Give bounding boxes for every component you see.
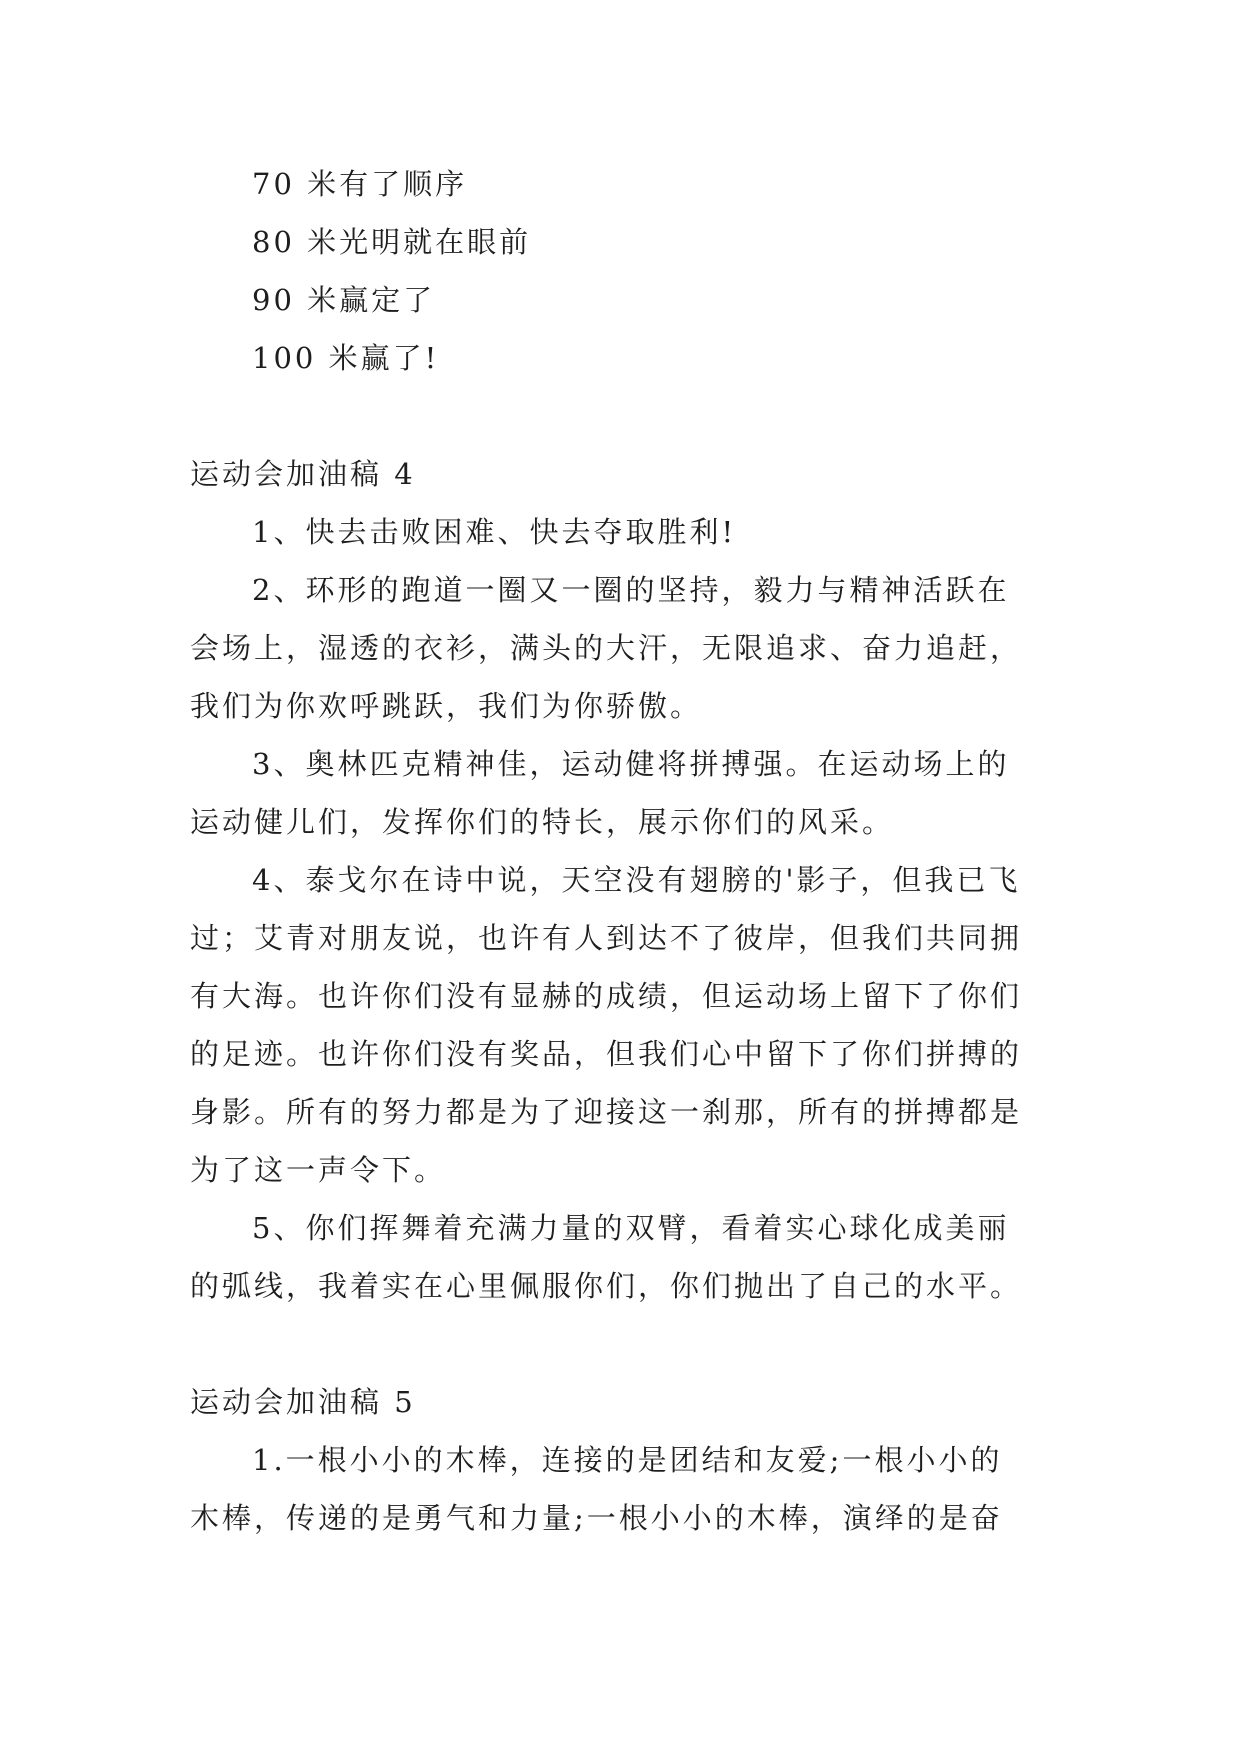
section-4-line: 的足迹。也许你们没有奖品，但我们心中留下了你们拼搏的 [190,1037,1023,1071]
section-4-line: 有大海。也许你们没有显赫的成绩，但运动场上留下了你们 [190,979,1023,1013]
intro-line-100m: 100 米赢了! [252,341,440,375]
intro-line-90m: 90 米赢定了 [252,283,436,317]
section-4-line: 2、环形的跑道一圈又一圈的坚持，毅力与精神活跃在 [252,573,1010,607]
section-4-line: 5、你们挥舞着充满力量的双臂，看着实心球化成美丽 [252,1211,1010,1245]
section-4-line: 为了这一声令下。 [190,1153,447,1187]
intro-line-70m: 70 米有了顺序 [252,167,468,201]
section-4-line: 运动健儿们，发挥你们的特长，展示你们的风采。 [190,805,895,839]
section-4-line: 身影。所有的努力都是为了迎接这一刹那，所有的拼搏都是 [190,1095,1023,1129]
section-4-line: 会场上，湿透的衣衫，满头的大汗，无限追求、奋力追赶， [190,631,1023,665]
section-5-line: 木棒，传递的是勇气和力量;一根小小的木棒，演绎的是奋 [190,1501,1003,1535]
section-4-line: 过；艾青对朋友说，也许有人到达不了彼岸，但我们共同拥 [190,921,1023,955]
section-4-line: 1、快去击败困难、快去夺取胜利! [252,515,737,549]
section-5-line: 1.一根小小的木棒，连接的是团结和友爱;一根小小的 [252,1443,1003,1477]
section-4-title: 运动会加油稿 4 [190,457,416,491]
section-5-title: 运动会加油稿 5 [190,1385,416,1419]
section-4-line: 3、奥林匹克精神佳，运动健将拼搏强。在运动场上的 [252,747,1010,781]
section-4-line: 4、泰戈尔在诗中说，天空没有翅膀的'影子，但我已飞 [252,863,1021,897]
section-4-line: 的弧线，我着实在心里佩服你们，你们抛出了自己的水平。 [190,1269,1023,1303]
intro-line-80m: 80 米光明就在眼前 [252,225,532,259]
section-4-line: 我们为你欢呼跳跃，我们为你骄傲。 [190,689,703,723]
